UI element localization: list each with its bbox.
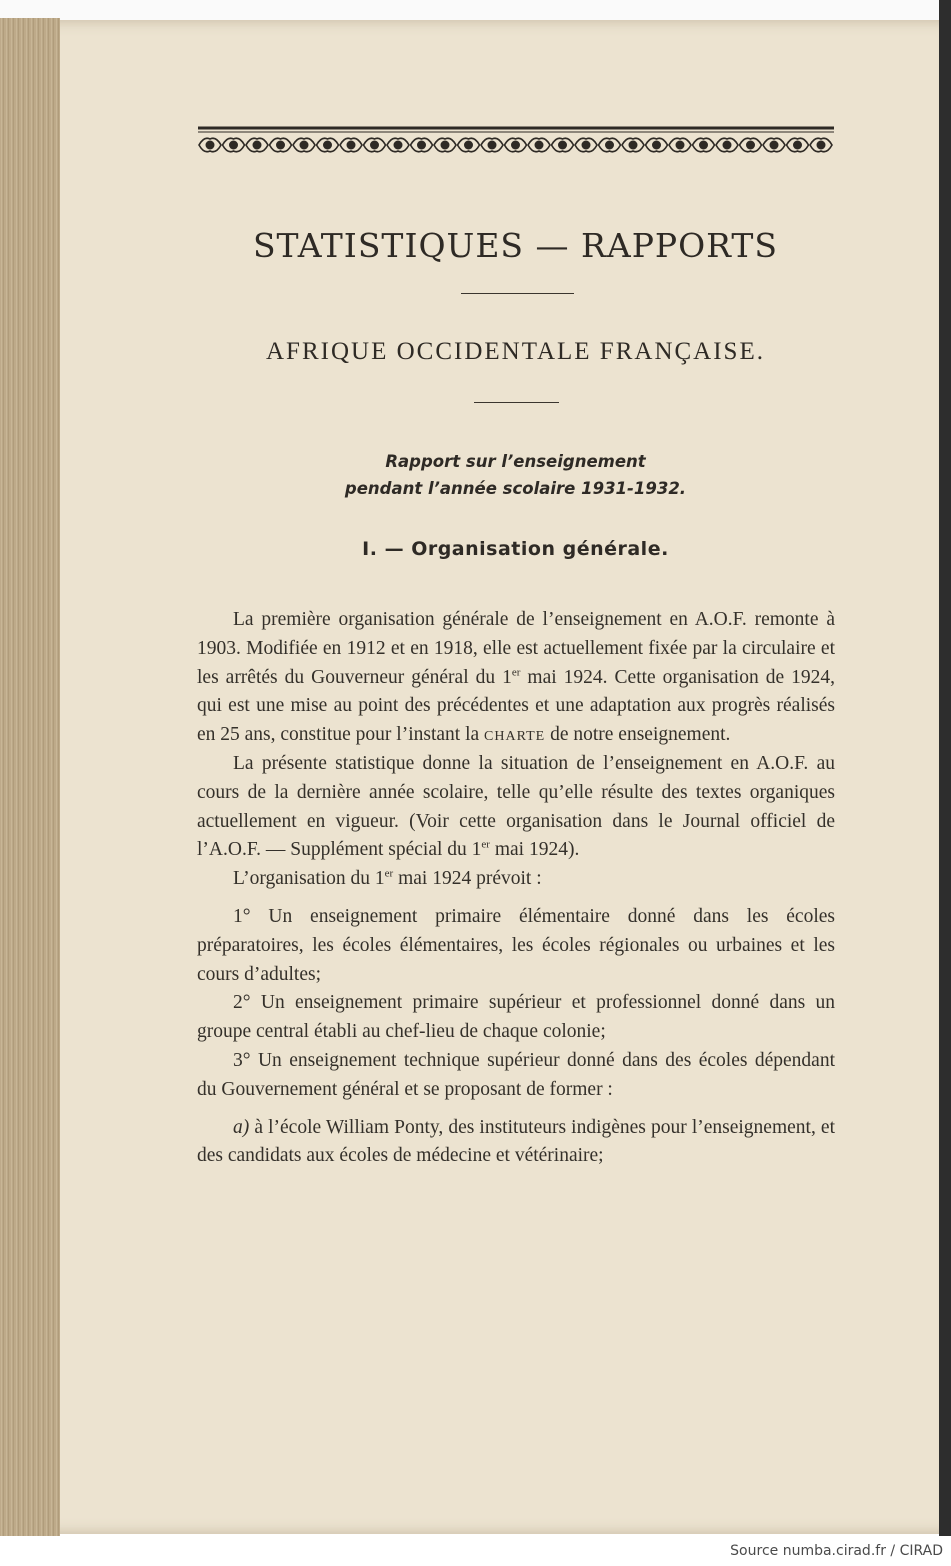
title-rule <box>461 293 574 294</box>
ornament-motif <box>317 138 339 152</box>
ornament-motif <box>552 138 574 152</box>
ornament-motif <box>458 138 480 152</box>
ornament-motif <box>599 138 621 152</box>
ornament-motif <box>199 138 221 152</box>
ornament-motif <box>364 138 386 152</box>
ornament-motif <box>646 138 668 152</box>
ornament-motif <box>293 138 315 152</box>
ornament-motif <box>575 138 597 152</box>
report-caption <box>0 448 951 502</box>
decorative-header-ornament <box>198 126 834 160</box>
list-item-1: 1° Un enseignement primaire élémentaire donné dans les écoles préparatoires, les écoles élémentaires, les écoles régionales ou urbaines et les cours d’adultes; <box>197 905 835 985</box>
paragraph-1: La première organisation générale de l’enseignement en A.O.F. remonte à 1903. Modifiée en 1912 et en 1918, elle est actuellement fixée par la circulaire et les arrêtés du Gouverneur général du 1er mai 1924. Cette organisation de 1924, qui est une mise au point des précédentes et une adaptation aux progrès réalisés en 25 ans, constitue pour l’instant la charte de notre enseignement. <box>197 609 835 746</box>
list-item-a: a) à l’école William Ponty, des instituteurs indigènes pour l’enseignement, et des candidats aux écoles de médecine et vétérinaire; <box>197 1116 835 1167</box>
ornament-motif <box>622 138 644 152</box>
ornament-motif <box>434 138 456 152</box>
region-subtitle: AFRIQUE OCCIDENTALE FRANÇAISE. <box>266 338 765 365</box>
section-heading: I. — Organisation générale. <box>362 538 669 560</box>
source-credit: Source numba.cirad.fr / CIRAD <box>730 1543 943 1559</box>
ornament-motif <box>716 138 738 152</box>
report-line-2: pendant l’année scolaire 1931-1932. <box>344 479 687 498</box>
paragraph-3: L’organisation du 1er mai 1924 prévoit : <box>233 867 542 890</box>
ornament-motif <box>528 138 550 152</box>
ornament-motif <box>387 138 409 152</box>
ornament-motif <box>481 138 503 152</box>
ornament-motif <box>270 138 292 152</box>
ornament-motif <box>246 138 268 152</box>
ornament-motif <box>787 138 809 152</box>
ornament-motif <box>810 138 832 152</box>
ornament-motif <box>340 138 362 152</box>
ornament-motif <box>693 138 715 152</box>
ornament-motif <box>223 138 245 152</box>
page-title: STATISTIQUES — RAPPORTS <box>252 226 779 265</box>
report-line-1: Rapport sur l’enseignement <box>385 452 646 471</box>
ornament-motif <box>740 138 762 152</box>
list-item-2: 2° Un enseignement primaire supérieur et professionnel donné dans un groupe central établi au chef-lieu de chaque colonie; <box>197 992 835 1043</box>
ornament-motif <box>411 138 433 152</box>
paragraph-2: La présente statistique donne la situation de l’enseignement en A.O.F. au cours de la dernière année scolaire, telle qu’elle résulte des textes organiques actuellement en vigueur. (Voir cette organisation dans le Journal officiel de l’A.O.F. — Supplément spécial du 1er mai 1924). <box>197 752 835 861</box>
body-text <box>197 606 835 1171</box>
subtitle-rule <box>474 402 559 403</box>
list-item-3: 3° Un enseignement technique supérieur donné dans des écoles dépendant du Gouvernement général et se proposant de former : <box>197 1049 835 1100</box>
ornament-motif <box>763 138 785 152</box>
top-margin <box>0 0 951 20</box>
ornament-motif <box>505 138 527 152</box>
ornament-motif <box>669 138 691 152</box>
charte-word: charte <box>484 724 546 746</box>
